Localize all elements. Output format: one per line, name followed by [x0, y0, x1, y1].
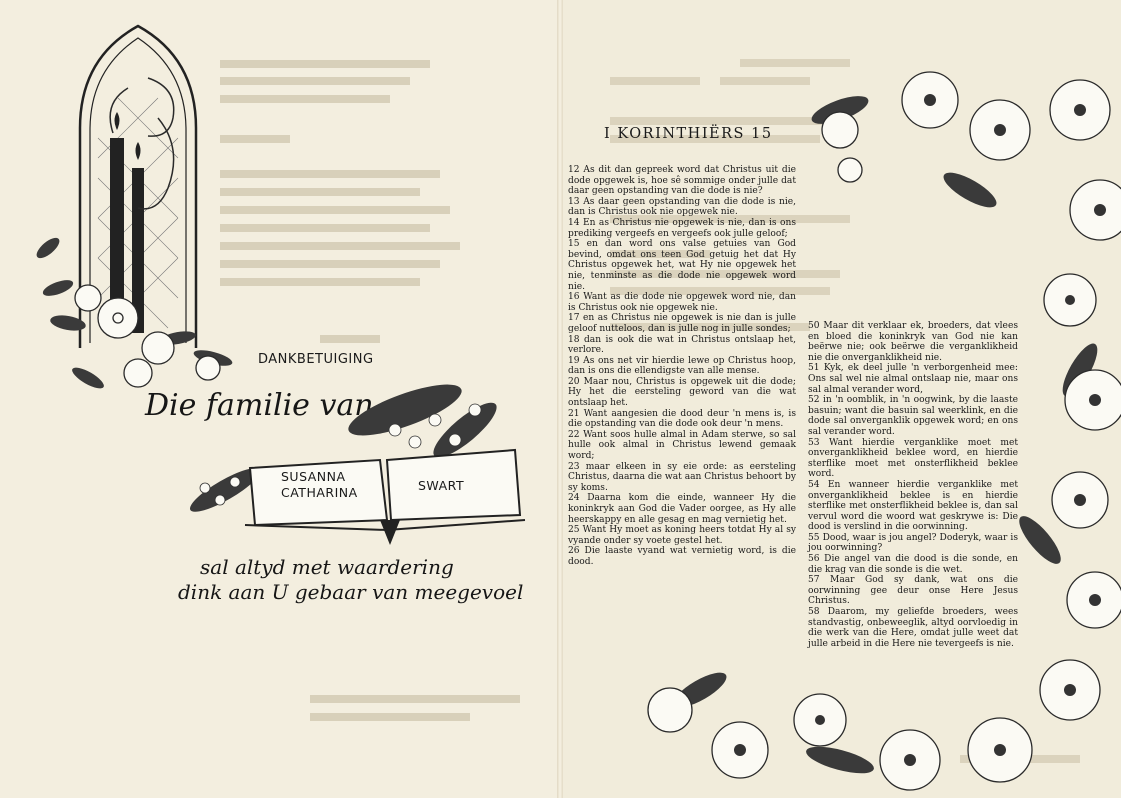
verse: 14 En as Christus nie opgewek is nie, dan is ons prediking vergeefs en vergeefs ook julle geloof; [568, 217, 796, 239]
verse: 16 Want as die dode nie opgewek word nie, dan is Christus ook nie opgewek nie. [568, 292, 796, 313]
name-right: SWART [418, 478, 465, 493]
chapter-title: I KORINTHIËRS 15 [604, 126, 773, 142]
verse: 26 Die laaste vyand wat vernietig word, is die dood. [568, 546, 796, 567]
verse: 53 Want hierdie verganklike moet met onverganklikheid beklee word, en hierdie sterflike moet met onsterflikheid beklee word. [808, 437, 1018, 480]
name-left: SUSANNA CATHARINA [281, 469, 358, 500]
verse: 25 Want Hy moet as koning heers totdat Hy al sy vyande onder sy voete gestel het. [568, 525, 796, 546]
dankbetuiging-heading: DANKBETUIGING [258, 352, 374, 367]
verse: 21 Want aangesien die dood deur 'n mens is, is die opstanding van die dode ook deur 'n mens. [568, 408, 796, 430]
memorial-window-illustration [28, 18, 258, 408]
verse: 17 en as Christus nie opgewek is nie dan is julle geloof nutteloos, dan is julle nog in julle sondes; [568, 313, 796, 334]
verse: 56 Die angel van die dood is die sonde, en die krag van die sonde is die wet. [808, 554, 1018, 575]
scripture-column-2 [808, 321, 1018, 649]
verse: 24 Daarna kom die einde, wanneer Hy die koninkryk aan God die Vader oorgee, as Hy alle heerskappy en alle gesag en mag vernietig het. [568, 493, 796, 525]
verse: 55 Dood, waar is jou angel? Doderyk, waar is jou oorwinning? [808, 532, 1018, 554]
verse: 22 Want soos hulle almal in Adam sterwe, so sal hulle ook almal in Christus lewend gemaak word; [568, 429, 796, 462]
verse: 58 Daarom, my geliefde broeders, wees standvastig, onbeweeglik, altyd oorvloedig in die werk van die Here, omdat julle weet dat julle arbeid in die Here nie tevergeefs is nie. [808, 607, 1018, 649]
page-fold [557, 0, 563, 798]
closing-line-2: dink aan U gebaar van meegevoel [178, 580, 524, 604]
verse: 54 En wanneer hierdie verganklike met onverganklikheid beklee is en hierdie sterflike met onsterflikheid beklee is, dan sal vervul word die woord wat geskrywe is: Die dood is verslind in die oorwinning. [808, 479, 1018, 533]
verse: 51 Kyk, ek deel julle 'n verborgenheid mee: Ons sal wel nie almal ontslaap nie, maar ons sal almal verander word, [808, 363, 1018, 395]
open-book-illustration [165, 370, 535, 550]
family-heading: Die familie van [145, 388, 374, 423]
verse: 15 en dan word ons valse getuies van God bevind, omdat ons teen God getuig het dat Hy Christus opgewek het, wat Hy nie opgewek het nie, tenminste as die dode nie opgewek word nie. [568, 239, 796, 292]
verse: 23 maar elkeen in sy eie orde: as eersteling Christus, daarna die wat aan Christus behoort by sy koms. [568, 461, 796, 493]
verse: 19 As ons net vir hierdie lewe op Christus hoop, dan is ons die ellendigste van alle mense. [568, 355, 796, 377]
verse: 18 dan is ook die wat in Christus ontslaap het, verlore. [568, 334, 796, 356]
verse: 20 Maar nou, Christus is opgewek uit die dode; Hy het die eersteling geword van die wat ontslaap het. [568, 376, 796, 409]
verse: 52 in 'n oomblik, in 'n oogwink, by die laaste basuin; want die basuin sal weerklink, en die dode sal onverganklik opgewek word; en ons sal verander word. [808, 395, 1018, 437]
verse: 12 As dit dan gepreek word dat Christus uit die dode opgewek is, hoe sê sommige onder julle dat daar geen opstanding van die dode is nie? [568, 165, 796, 197]
verse: 13 As daar geen opstanding van die dode is nie, dan is Christus ook nie opgewek nie. [568, 196, 796, 218]
verse: 57 Maar God sy dank, wat ons die oorwinning gee deur onse Here Jesus Christus. [808, 575, 1018, 607]
scripture-column-1 [568, 165, 796, 568]
closing-line-1: sal altyd met waardering [200, 555, 454, 579]
verse: 50 Maar dit verklaar ek, broeders, dat vlees en bloed die koninkryk van God nie kan beërwe nie; ook beërwe die verganklikheid nie die onverganklikheid nie. [808, 321, 1018, 363]
